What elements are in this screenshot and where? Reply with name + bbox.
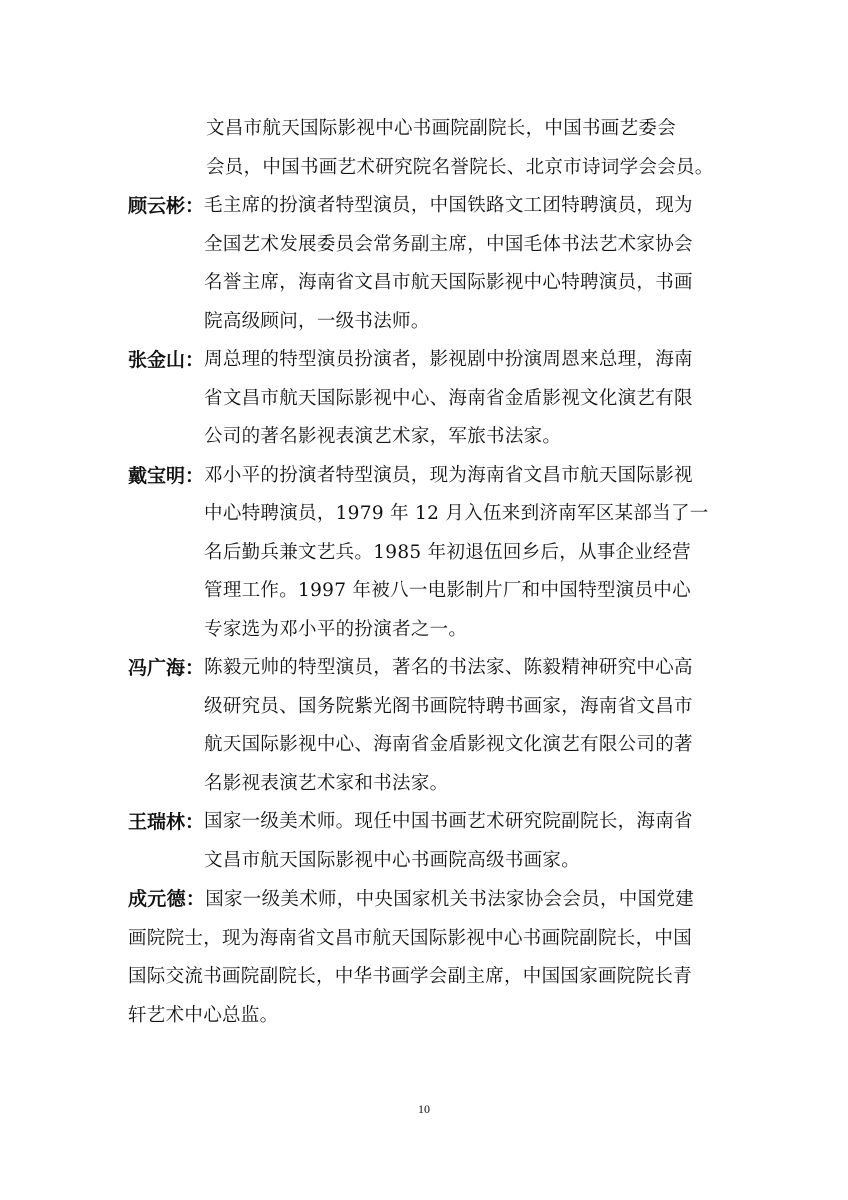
- entry-text: [204, 457, 728, 650]
- continued-entry: [128, 110, 728, 187]
- entry-line: 名影视表演艺术家和书法家。: [204, 772, 449, 794]
- biography-entry: [128, 187, 728, 341]
- entry-line: 轩艺术中心总监。: [128, 1004, 279, 1026]
- entry-line: 周总理的特型演员扮演者，影视剧中扮演周恩来总理，海南: [204, 349, 693, 370]
- biography-entry: [128, 341, 728, 457]
- entry-line: 名后勤兵兼文艺兵。1985 年初退伍回乡后，从事企业经营: [204, 541, 691, 563]
- entry-line: 陈毅元帅的特型演员，著名的书法家、陈毅精神研究中心高: [204, 657, 693, 678]
- biography-list: [128, 110, 728, 1035]
- biography-entry: [128, 880, 728, 1035]
- biography-entry: [128, 803, 728, 880]
- person-name: 冯广海：: [128, 657, 205, 679]
- entry-text: [204, 187, 728, 341]
- entry-text: [204, 803, 728, 880]
- person-name: 戴宝明：: [128, 464, 205, 487]
- entry-line: 国际交流书画院副院长，中华书画学会副主席，中国国家画院院长青: [128, 966, 693, 987]
- entry-line: 文昌市航天国际影视中心书画院高级书画家。: [204, 849, 581, 871]
- person-name: 成元德：: [128, 888, 206, 910]
- entry-line: 会员，中国书画艺术研究院名誉院长、北京市诗词学会会员。: [206, 156, 714, 178]
- entry-line: 公司的著名影视表演艺术家，军旅书法家。: [204, 426, 562, 447]
- entry-line: 院高级顾问，一级书法师。: [204, 310, 430, 332]
- entry-line: 名誉主席，海南省文昌市航天国际影视中心特聘演员，书画: [204, 272, 693, 293]
- biography-entry: [128, 649, 728, 803]
- entry-line: 国家一级美术师。现任中国书画艺术研究院副院长，海南省: [204, 811, 693, 832]
- entry-line: 省文昌市航天国际影视中心、海南省金盾影视文化演艺有限: [204, 387, 693, 409]
- entry-line: 专家选为邓小平的扮演者之一。: [204, 618, 468, 640]
- entry-line: 邓小平的扮演者特型演员，现为海南省文昌市航天国际影视: [204, 464, 693, 486]
- page-number: 10: [418, 1102, 430, 1116]
- entry-first-line: [128, 880, 728, 920]
- person-name: 张金山：: [128, 349, 205, 371]
- entry-line: 管理工作。1997 年被八一电影制片厂和中国特型演员中心: [204, 580, 691, 601]
- entry-line: 全国艺术发展委员会常务副主席，中国毛体书法艺术家协会: [204, 233, 693, 255]
- entry-line: 航天国际影视中心、海南省金盾影视文化演艺有限公司的著: [204, 734, 693, 755]
- biography-entry: [128, 457, 728, 650]
- entry-line: 中心特聘演员，1979 年 12 月入伍来到济南军区某部当了一: [204, 503, 709, 524]
- entry-line: 画院院士，现为海南省文昌市航天国际影视中心书画院副院长，中国: [128, 927, 693, 949]
- entry-line: 毛主席的扮演者特型演员，中国铁路文工团特聘演员，现为: [204, 195, 693, 216]
- person-name: 顾云彬：: [128, 195, 205, 217]
- entry-line: 级研究员、国务院紫光阁书画院特聘书画家，海南省文昌市: [204, 695, 693, 717]
- entry-line: 文昌市航天国际影视中心书画院副院长，中国书画艺委会: [206, 118, 677, 139]
- entry-text: [204, 341, 728, 457]
- person-name: 王瑞林：: [128, 811, 205, 833]
- entry-text: [204, 649, 728, 803]
- entry-line: 国家一级美术师，中央国家机关书法家协会会员，中国党建: [205, 889, 695, 910]
